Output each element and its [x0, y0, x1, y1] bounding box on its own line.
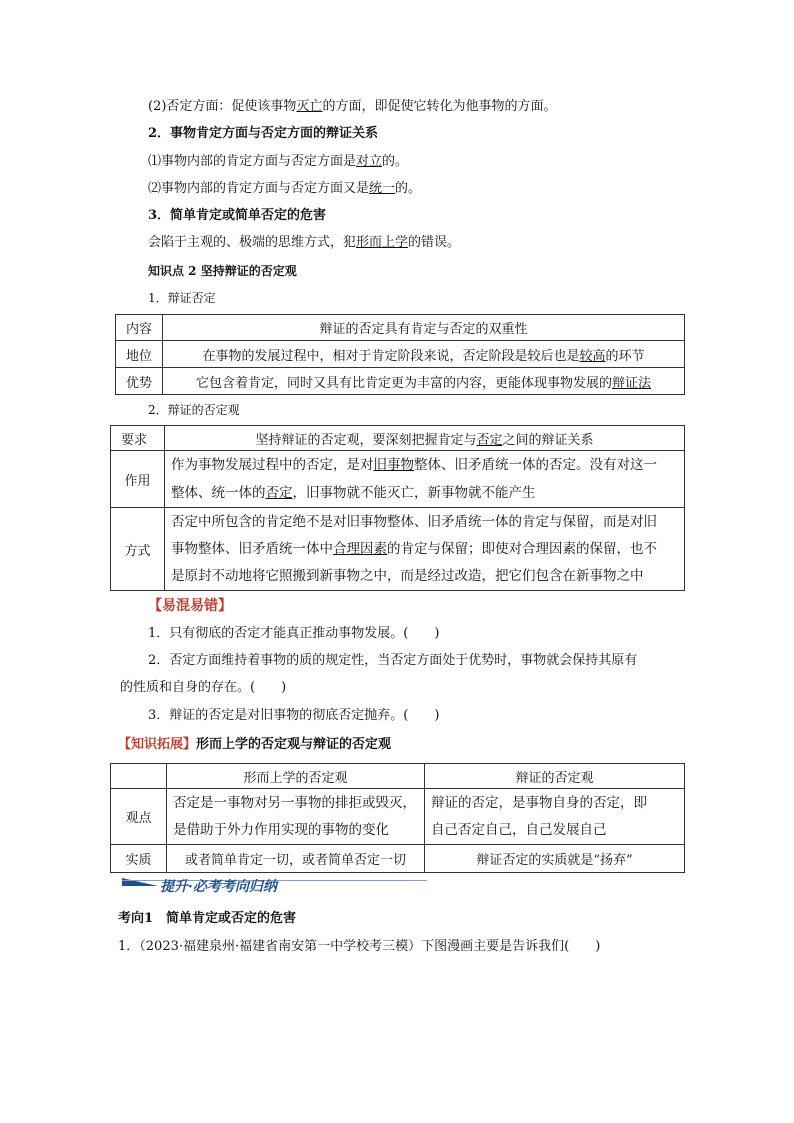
- row-content: 在事物的发展过程中，相对于肯定阶段来说，否定阶段是较后也是较高的环节: [163, 341, 685, 368]
- row-content: 它包含着肯定，同时又具有比肯定更为丰富的内容，更能体现事物发展的辩证法: [163, 368, 685, 395]
- line-metaphysics: 会陷于主观的、极端的思维方式，犯形而上学的错误。: [148, 235, 461, 250]
- mistake-q2-line1: 2．否定方面维持着事物的质的规定性，当否定方面处于优势时，事物就会保持其原有: [148, 653, 638, 668]
- row-content: 作为事物发展过程中的否定，是对旧事物整体、旧矛盾统一体的否定。没有对这一 整体、统一体的否定，旧事物就不能灭亡，新事物就不能产生: [165, 451, 685, 508]
- table-negation-view: [110, 425, 685, 591]
- table-row: [116, 315, 685, 341]
- subheading-negation-view: 2．辩证的否定观: [148, 403, 240, 417]
- row-label: 观点: [111, 789, 167, 845]
- knowledge-point-2: 知识点 2 坚持辩证的否定观: [148, 264, 297, 278]
- table-header-row: [111, 764, 685, 789]
- table-row: [111, 426, 685, 451]
- cell-metaphysical-essence: 或者简单肯定一切，或者简单否定一切: [167, 845, 425, 873]
- row-label: 实质: [111, 845, 167, 873]
- question-1: 1．（2023·福建泉州·福建省南安第一中学校考三模）下图漫画主要是告诉我们( ): [118, 939, 601, 954]
- table-dialectical-negation: [115, 314, 685, 395]
- row-label: 内容: [116, 315, 163, 341]
- expand-heading: 【知识拓展】形而上学的否定观与辩证的否定观: [118, 737, 392, 752]
- mistakes-title: 【易混易错】: [148, 598, 232, 614]
- direction-1: 考向1 简单肯定或否定的危害: [118, 911, 297, 926]
- row-content: 辩证的否定具有肯定与否定的双重性: [163, 315, 685, 341]
- subheading-dialectical-negation: 1．辩证否定: [148, 291, 216, 305]
- mistake-q1: 1．只有彻底的否定才能真正推动事物发展。( ): [148, 626, 440, 641]
- row-content: 坚持辩证的否定观，要深刻把握肯定与否定之间的辩证关系: [165, 426, 685, 451]
- heading-harm: 3．简单肯定或简单否定的危害: [148, 208, 327, 223]
- mistake-q3: 3．辩证的否定是对旧事物的彻底否定抛弃。( ): [148, 708, 440, 723]
- row-label: 要求: [111, 426, 165, 451]
- line-unity: ⑵事物内部的肯定方面与否定方面又是统一的。: [148, 181, 422, 196]
- row-label: 方式: [111, 508, 165, 591]
- line-opposition: ⑴事物内部的肯定方面与否定方面是对立的。: [148, 154, 409, 169]
- banner-title: 提升·必考考向归纳: [160, 879, 277, 895]
- header-dialectical: 辩证的否定观: [425, 764, 685, 789]
- table-row: [111, 789, 685, 845]
- mistake-q2-line2: 的性质和自身的存在。( ): [120, 680, 287, 695]
- table-row: [111, 451, 685, 508]
- table-row: [116, 368, 685, 395]
- cell-dialectical-view: 辩证的否定，是事物自身的否定，即 自己否定自己，自己发展自己: [425, 789, 685, 845]
- row-label: 作用: [111, 451, 165, 508]
- table-row: [116, 341, 685, 368]
- header-metaphysical: 形而上学的否定观: [167, 764, 425, 789]
- table-row: [111, 508, 685, 591]
- cell-dialectical-essence: 辩证否定的实质就是“扬弃”: [425, 845, 685, 873]
- header-empty: [111, 764, 167, 789]
- row-label: 地位: [116, 341, 163, 368]
- table-comparison: [110, 763, 685, 873]
- row-content: 否定中所包含的肯定绝不是对旧事物整体、旧矛盾统一体的肯定与保留，而是对旧 事物整体、旧矛盾统一体中合理因素的肯定与保留；即使对合理因素的保留，也不 是原封不动地将它照搬到新事物之中，而是经过改造，把它们包含在新事物之中: [165, 508, 685, 591]
- heading-dialectical-relation: 2．事物肯定方面与否定方面的辩证关系: [148, 126, 379, 141]
- row-label: 优势: [116, 368, 163, 395]
- line-negative-aspect: (2)否定方面：促使该事物灭亡的方面，即促使它转化为他事物的方面。: [148, 99, 557, 114]
- cell-metaphysical-view: 否定是一事物对另一事物的排拒或毁灭， 是借助于外力作用实现的事物的变化: [167, 789, 425, 845]
- table-row: [111, 845, 685, 873]
